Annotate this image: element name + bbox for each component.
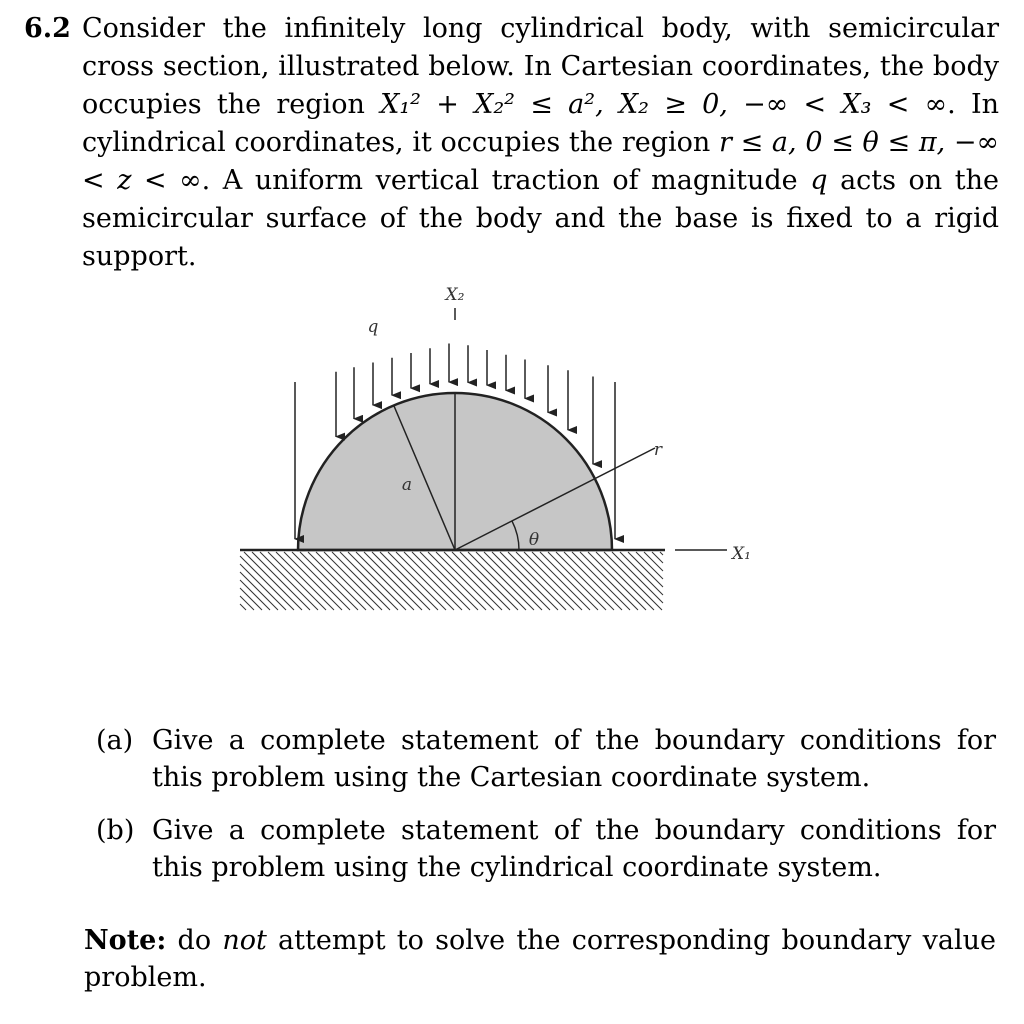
x1-label: X₁	[732, 544, 751, 564]
note-emphasis: not	[222, 925, 267, 956]
problem-mid: . In cylindrical coordinates, it occupies the region	[82, 89, 999, 158]
r-label: r	[653, 440, 663, 460]
hatch-line	[612, 552, 663, 603]
hatch-line	[660, 552, 663, 555]
part-b-label: (b)	[96, 815, 135, 846]
note-pre: do	[166, 925, 223, 956]
x2-label: X₂	[445, 285, 465, 305]
part-a-text: Give a complete statement of the boundary conditions for this problem using the Cartesian coordinate system.	[152, 725, 996, 793]
hatch-line	[644, 552, 663, 571]
note	[84, 922, 996, 996]
a-label: a	[401, 475, 413, 495]
problem-text	[82, 10, 999, 276]
problem-end: acts on the semicircular surface of the body and the base is fixed to a rigid support.	[82, 165, 999, 272]
part-a	[96, 722, 996, 796]
theta-label: θ	[528, 530, 540, 550]
hatch-line	[240, 596, 254, 610]
q-symbol: q	[810, 165, 828, 196]
question-parts	[96, 722, 996, 902]
hatch-line	[240, 556, 294, 610]
note-label: Note:	[84, 925, 167, 956]
problem-after: . A uniform vertical traction of magnitude	[201, 165, 811, 196]
part-b	[96, 812, 996, 886]
part-a-label: (a)	[96, 725, 134, 756]
rigid-support-hatch	[240, 552, 663, 610]
cylindrical-region: r ≤ a, 0 ≤ θ ≤ π, −∞ < z < ∞	[82, 127, 999, 196]
hatch-line	[636, 552, 663, 579]
hatch-line	[240, 572, 278, 610]
q-label: q	[367, 317, 379, 337]
cartesian-region: X₁² + X₂² ≤ a², X₂ ≥ 0, −∞ < X₃ < ∞	[380, 89, 948, 120]
semicircle-figure	[235, 270, 795, 630]
problem-statement	[24, 10, 999, 276]
hatch-line	[620, 552, 663, 595]
hatch-line	[240, 604, 246, 610]
problem-intro: Consider the infinitely long cylindrical body, with semicircular cross section, illustrated below. In Cartesian coordinates, the body occupies the region	[82, 13, 999, 120]
figure-canvas	[235, 270, 795, 630]
hatch-line	[240, 580, 270, 610]
problem-number: 6.2	[24, 13, 71, 44]
part-b-text: Give a complete statement of the boundary conditions for this problem using the cylindrical coordinate system.	[152, 815, 996, 883]
note-post: attempt to solve the corresponding boundary value problem.	[84, 925, 996, 993]
